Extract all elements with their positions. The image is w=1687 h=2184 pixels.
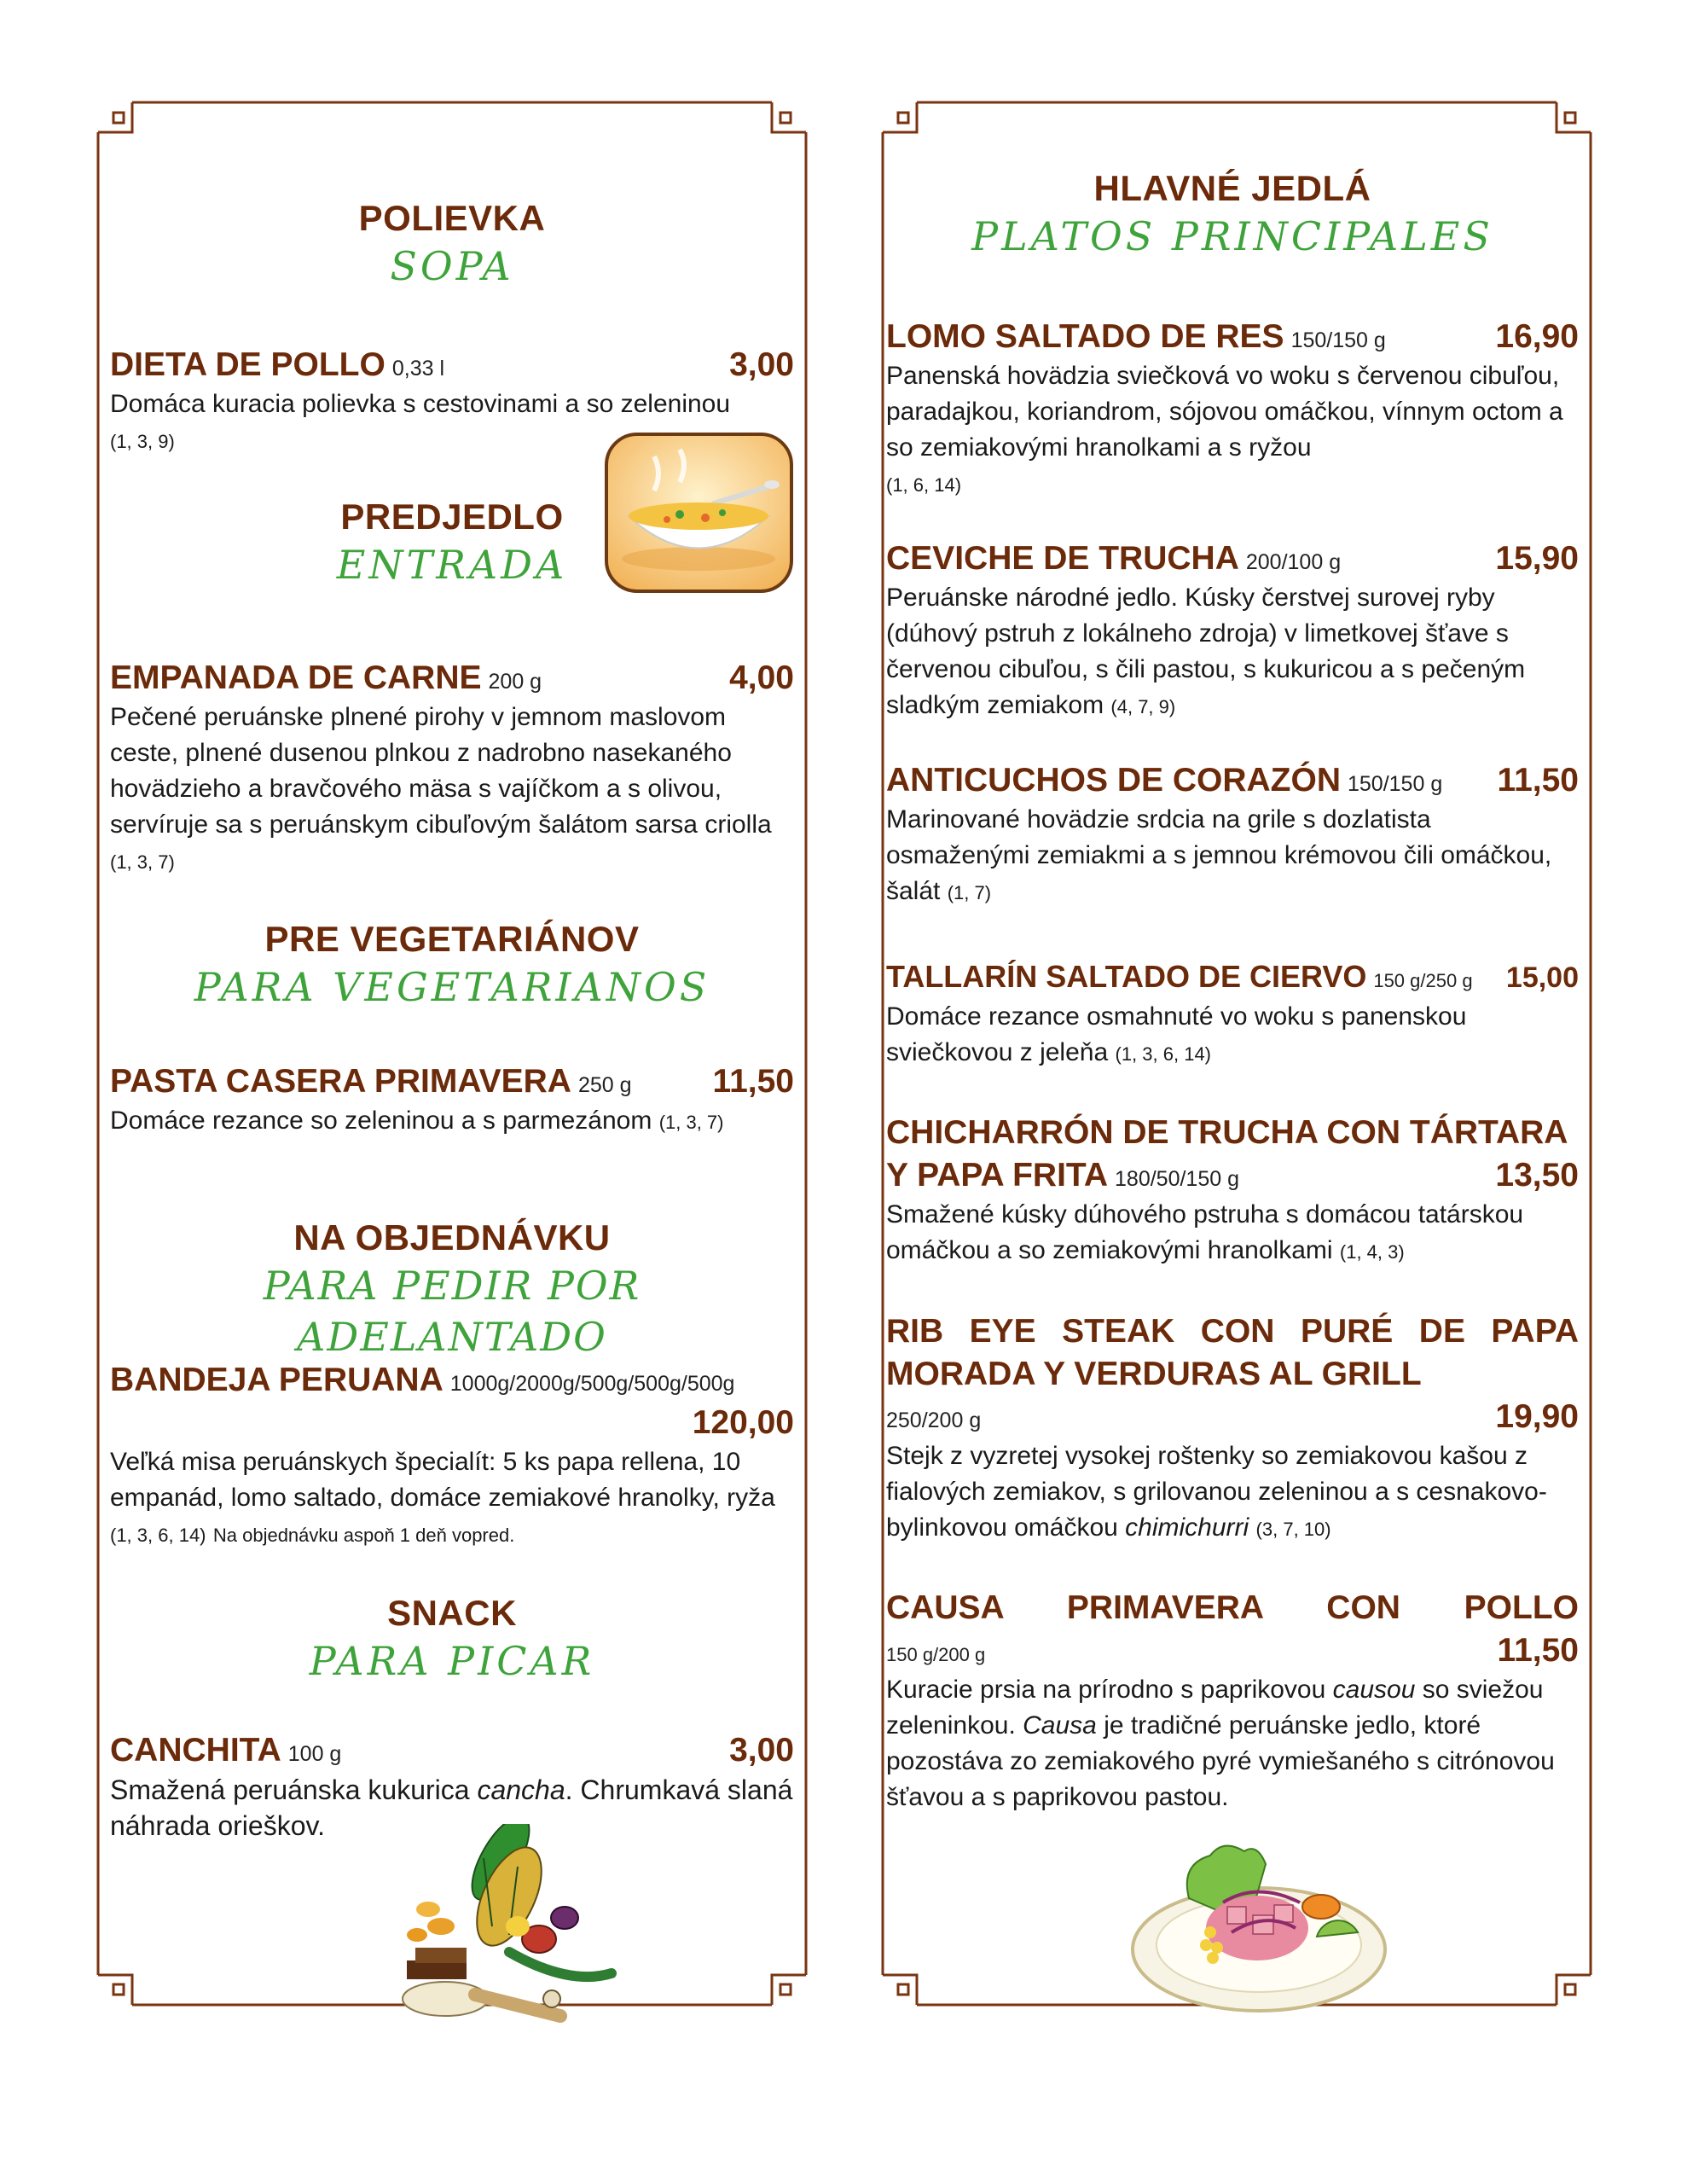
section-subtitle: PLATOS PRINCIPALES xyxy=(971,213,1493,259)
description-text: Marinované hovädzie srdcia na grile s dozlatista osmaženými zemiakmi a s jemnou krémovou čili omáčkou, šalát xyxy=(886,805,1552,905)
right-menu-panel xyxy=(883,102,1591,2005)
description-text: je tradičné peruánske jedlo, ktoré pozostáva zo zemiakového pyré vymiešaného s citrónovou šťavou a s paprikovou pastou. xyxy=(886,1711,1555,1811)
menu-item-anticuchos xyxy=(886,759,1579,911)
item-allergens: (1, 7) xyxy=(947,882,992,903)
description-text: Domáce rezance osmahnuté vo woku s panenskou sviečkovou z jeleňa xyxy=(886,1002,1467,1066)
item-description xyxy=(886,358,1579,503)
item-weight: 0,33 l xyxy=(391,357,445,380)
item-description xyxy=(886,1197,1579,1270)
description-italic: causou xyxy=(1332,1676,1416,1704)
item-name: DIETA DE POLLO xyxy=(110,346,386,383)
item-weight: 1000g/2000g/500g/500g/500g xyxy=(449,1372,735,1396)
description-text: Pečené peruánske plnené pirohy v jemnom maslovom ceste, plnené dusenou plnkou z nadrobno nasekaného hovädzieho a bravčového mäsa s vajíčkom a s olivou, servíruje sa s peruánskym cibuľovým šalátom sarsa criolla xyxy=(110,703,772,839)
item-name: CAUSA PRIMAVERA CON POLLO xyxy=(886,1589,1579,1626)
menu-item-pasta-casera xyxy=(110,1060,794,1141)
description-text: Smažená peruánska kukurica xyxy=(110,1774,470,1805)
description-italic: chimichurri xyxy=(1125,1513,1249,1542)
item-price: 120,00 xyxy=(692,1404,794,1441)
item-description xyxy=(886,1672,1579,1815)
item-weight: 150/150 g xyxy=(1348,772,1443,796)
description-text: Stejk z vyzretej vysokej roštenky so zemiakovou kašou z fialových zemiakov, s grilovanou zeleninou a s cesnakovo-bylinkovou omáčkou xyxy=(886,1442,1547,1542)
item-description xyxy=(886,999,1579,1072)
item-price: 11,50 xyxy=(1497,762,1579,799)
item-price: 16,90 xyxy=(1495,318,1579,355)
item-name-line1: RIB EYE STEAK CON PURÉ DE PAPA xyxy=(886,1313,1579,1350)
item-weight: 100 g xyxy=(287,1742,342,1766)
item-name: EMPANADA DE CARNE xyxy=(110,659,482,696)
item-allergens: (1, 6, 14) xyxy=(886,474,962,496)
item-name-line1: CHICHARRÓN DE TRUCHA CON TÁRTARA xyxy=(886,1114,1568,1151)
item-weight: 180/50/150 g xyxy=(1115,1167,1239,1191)
section-subtitle: PARA VEGETARIANOS xyxy=(194,964,710,1010)
item-price: 11,50 xyxy=(1497,1632,1579,1669)
soup-bowl-icon xyxy=(603,431,795,595)
description-text: . Chrumkavá slaná náhrada orieškov. xyxy=(110,1774,793,1841)
description-text: Kuracie prsia na prírodno s paprikovou xyxy=(886,1676,1326,1704)
section-title: PREDJEDLO xyxy=(340,497,564,537)
item-name: BANDEJA PERUANA xyxy=(110,1362,443,1398)
description-italic: Causa xyxy=(1023,1711,1097,1740)
ceviche-plate-illustration xyxy=(1129,1830,1389,2018)
item-name: CANCHITA xyxy=(110,1732,281,1769)
item-price: 3,00 xyxy=(729,1732,794,1769)
item-allergens: (1, 4, 3) xyxy=(1339,1241,1405,1263)
section-title: SNACK xyxy=(387,1593,517,1633)
section-title: PRE VEGETARIÁNOV xyxy=(264,919,640,959)
item-weight: 250/200 g xyxy=(886,1409,982,1432)
item-description xyxy=(110,700,794,880)
section-subtitle: ENTRADA xyxy=(336,542,568,588)
item-name: PASTA CASERA PRIMAVERA xyxy=(110,1063,571,1100)
item-allergens: (1, 3, 7) xyxy=(110,851,175,873)
description-text: Smažené kúsky dúhového pstruha s domácou tatárskou omáčkou a so zemiakovými hranolkami xyxy=(886,1200,1524,1264)
menu-item-ceviche-de-trucha xyxy=(886,537,1579,725)
menu-item-rib-eye-steak xyxy=(886,1310,1579,1548)
item-price: 3,00 xyxy=(729,346,794,383)
item-description xyxy=(886,580,1579,725)
item-name: TALLARÍN SALTADO DE CIERVO xyxy=(886,959,1367,994)
item-weight: 150 g/250 g xyxy=(1373,970,1473,991)
menu-item-causa-primavera xyxy=(886,1587,1579,1815)
section-subtitle: SOPA xyxy=(390,243,514,289)
item-weight: 200/100 g xyxy=(1245,550,1342,574)
description-text: Panenská hovädzia sviečková vo woku s červenou cibuľou, paradajkou, koriandrom, sójovou omáčkou, vínnym octom a so zemiakovými hranolkami a s ryžou xyxy=(886,362,1563,462)
item-description xyxy=(886,1438,1579,1548)
item-price: 15,00 xyxy=(1505,961,1579,994)
section-subtitle: PARA PEDIR POR ADELANTADO xyxy=(263,1263,641,1360)
description-text: Domáca kuracia polievka s cestovinami a so zeleninou xyxy=(110,390,731,418)
menu-item-chicharron xyxy=(886,1112,1579,1270)
description-text: Peruánske národné jedlo. Kúsky čerstvej surovej ryby (dúhový pstruh z lokálneho zdroja) v limetkovej šťave s červenou cibuľou, s čili pastou, s kukuricou a s pečeným sladkým zemiakom xyxy=(886,584,1526,719)
item-weight: 200 g xyxy=(488,670,542,694)
item-description xyxy=(110,1444,794,1554)
preorder-note: Na objednávku aspoň 1 deň vopred. xyxy=(212,1525,515,1546)
section-title: HLAVNÉ JEDLÁ xyxy=(1093,168,1371,208)
section-title: POLIEVKA xyxy=(358,198,546,238)
section-soup-heading xyxy=(110,196,794,292)
item-weight: 150/150 g xyxy=(1290,328,1386,352)
item-description xyxy=(886,802,1579,911)
section-mains-heading xyxy=(886,166,1579,262)
section-snack-heading xyxy=(110,1591,794,1687)
vegetables-illustration xyxy=(381,1824,654,2024)
item-allergens: (1, 3, 7) xyxy=(658,1112,724,1133)
item-name-line2: MORADA Y VERDURAS AL GRILL xyxy=(886,1356,1422,1392)
item-name: LOMO SALTADO DE RES xyxy=(886,318,1284,355)
item-price: 19,90 xyxy=(1495,1398,1579,1435)
menu-item-tallarin-saltado xyxy=(886,956,1579,1072)
menu-item-bandeja-peruana xyxy=(110,1359,794,1554)
item-weight: 250 g xyxy=(577,1073,632,1097)
item-description xyxy=(110,1103,794,1141)
item-allergens: (1, 3, 9) xyxy=(110,431,175,452)
description-text: Veľká misa peruánskych špecialít: 5 ks papa rellena, 10 empanád, lomo saltado, domáce zemiakové hranolky, ryža xyxy=(110,1448,775,1512)
section-subtitle: PARA PICAR xyxy=(309,1638,595,1684)
left-menu-panel xyxy=(98,102,806,2005)
menu-item-empanada-de-carne xyxy=(110,657,794,880)
item-price: 13,50 xyxy=(1495,1157,1579,1194)
item-allergens: (1, 3, 6, 14) xyxy=(110,1525,206,1546)
item-weight: 150 g/200 g xyxy=(886,1644,986,1665)
item-name: CEVICHE DE TRUCHA xyxy=(886,540,1239,577)
section-preorder-heading xyxy=(110,1216,794,1362)
description-italic: cancha xyxy=(477,1774,565,1805)
description-text: Domáce rezance so zeleninou a s parmezánom xyxy=(110,1107,652,1135)
item-price: 15,90 xyxy=(1495,540,1579,577)
item-allergens: (4, 7, 9) xyxy=(1110,696,1176,717)
section-title: NA OBJEDNÁVKU xyxy=(293,1217,611,1258)
item-name-line2: Y PAPA FRITA xyxy=(886,1157,1109,1194)
item-price: 4,00 xyxy=(729,659,794,696)
item-name: ANTICUCHOS DE CORAZÓN xyxy=(886,762,1341,799)
section-vegetarian-heading xyxy=(110,917,794,1013)
menu-item-lomo-saltado xyxy=(886,316,1579,503)
description-text: so sviežou zeleninkou. xyxy=(886,1676,1544,1740)
item-allergens: (1, 3, 6, 14) xyxy=(1115,1043,1212,1065)
item-allergens: (3, 7, 10) xyxy=(1255,1519,1331,1540)
item-price: 11,50 xyxy=(712,1063,794,1100)
